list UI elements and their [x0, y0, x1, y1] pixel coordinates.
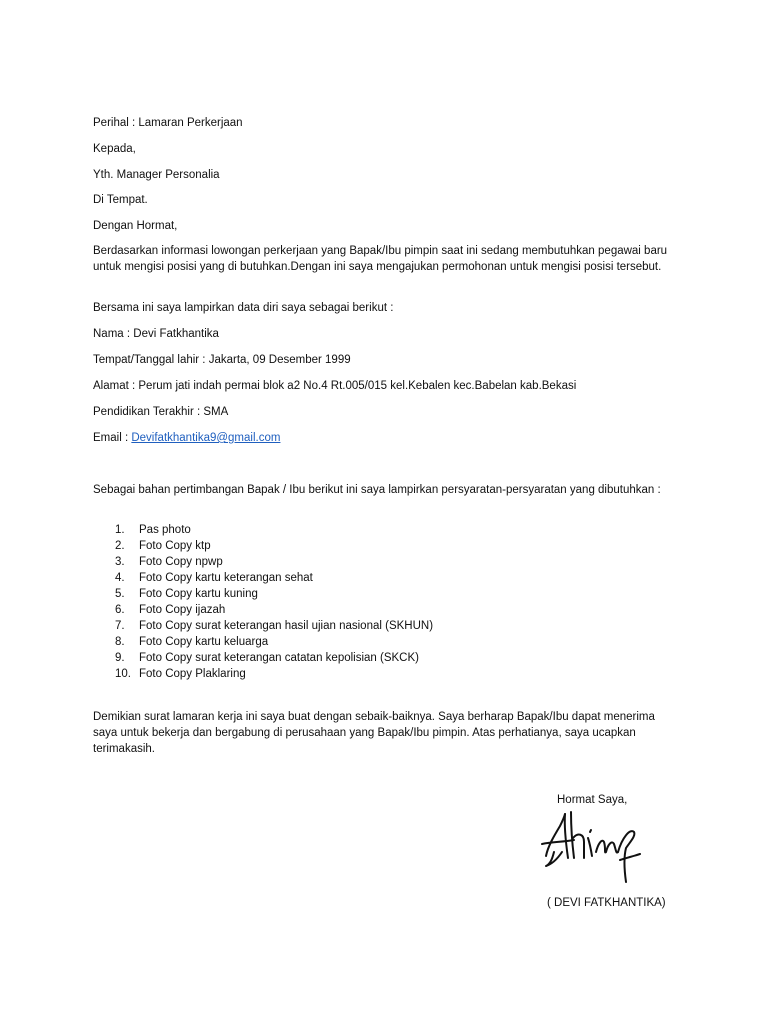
letter-place: Di Tempat.	[93, 194, 148, 206]
requirement-text: Foto Copy ktp	[139, 540, 211, 552]
requirement-number: 8.	[115, 636, 125, 648]
letter-to: Kepada,	[93, 143, 136, 155]
applicant-education: Pendidikan Terakhir : SMA	[93, 406, 229, 418]
requirement-text: Foto Copy kartu keterangan sehat	[139, 572, 313, 584]
requirement-number: 5.	[115, 588, 125, 600]
requirement-item	[93, 602, 433, 618]
requirement-item	[93, 570, 433, 586]
requirement-number: 7.	[115, 620, 125, 632]
requirement-text: Foto Copy surat keterangan hasil ujian nasional (SKHUN)	[139, 620, 434, 632]
requirement-number: 4.	[115, 572, 125, 584]
requirement-number: 2.	[115, 540, 125, 552]
requirement-item	[93, 666, 433, 682]
email-link[interactable]: Devifatkhantika9@gmail.com	[131, 432, 281, 444]
requirement-item	[93, 634, 433, 650]
requirement-number: 10.	[115, 668, 131, 680]
requirement-text: Pas photo	[139, 524, 191, 536]
requirement-number: 9.	[115, 652, 125, 664]
applicant-birth: Tempat/Tanggal lahir : Jakarta, 09 Desember 1999	[93, 354, 351, 366]
requirement-item	[93, 554, 433, 570]
requirements-list	[93, 522, 433, 682]
requirement-text: Foto Copy kartu kuning	[139, 588, 258, 600]
requirement-text: Foto Copy ijazah	[139, 604, 226, 616]
data-intro: Bersama ini saya lampirkan data diri saya sebagai berikut :	[93, 302, 394, 314]
requirement-item	[93, 586, 433, 602]
letter-greeting: Dengan Hormat,	[93, 220, 178, 232]
email-label: Email :	[93, 432, 132, 444]
requirement-text: Foto Copy Plaklaring	[139, 668, 246, 680]
requirement-item	[93, 538, 433, 554]
requirement-text: Foto Copy kartu keluarga	[139, 636, 269, 648]
letter-subject: Perihal : Lamaran Perkerjaan	[93, 117, 243, 129]
requirement-item	[93, 522, 433, 538]
requirement-item	[93, 650, 433, 666]
regards: Hormat Saya,	[557, 794, 628, 806]
applicant-email-line	[93, 430, 280, 446]
letter-recipient: Yth. Manager Personalia	[93, 169, 220, 181]
requirement-number: 3.	[115, 556, 125, 568]
requirement-number: 6.	[115, 604, 125, 616]
requirement-item	[93, 618, 433, 634]
applicant-name: Nama : Devi Fatkhantika	[93, 328, 219, 340]
closing-paragraph: Demikian surat lamaran kerja ini saya buat dengan sebaik-baiknya. Saya berharap Bapak/Ibu dapat menerima saya untuk bekerja dan bergabung di perusahaan yang Bapak/Ibu pimpin. Atas perhatianya, saya ucapkan terimakasih.	[93, 711, 655, 755]
applicant-address: Alamat : Perum jati indah permai blok a2 No.4 Rt.005/015 kel.Kebalen kec.Babelan kab.Bekasi	[93, 380, 577, 392]
requirement-text: Foto Copy npwp	[139, 556, 223, 568]
requirement-text: Foto Copy surat keterangan catatan kepolisian (SKCK)	[139, 652, 419, 664]
requirements-intro: Sebagai bahan pertimbangan Bapak / Ibu berikut ini saya lampirkan persyaratan-persyaratan yang dibutuhkan :	[93, 484, 661, 496]
requirement-number: 1.	[115, 524, 125, 536]
signatory-name: ( DEVI FATKHANTIKA)	[547, 897, 666, 909]
intro-paragraph: Berdasarkan informasi lowongan perkerjaan yang Bapak/Ibu pimpin saat ini sedang membutuhkan pegawai baru untuk mengisi posisi yang di butuhkan.Dengan ini saya mengajukan permohonan untuk mengisi posisi tersebut.	[93, 245, 668, 273]
signature-image	[538, 808, 644, 886]
